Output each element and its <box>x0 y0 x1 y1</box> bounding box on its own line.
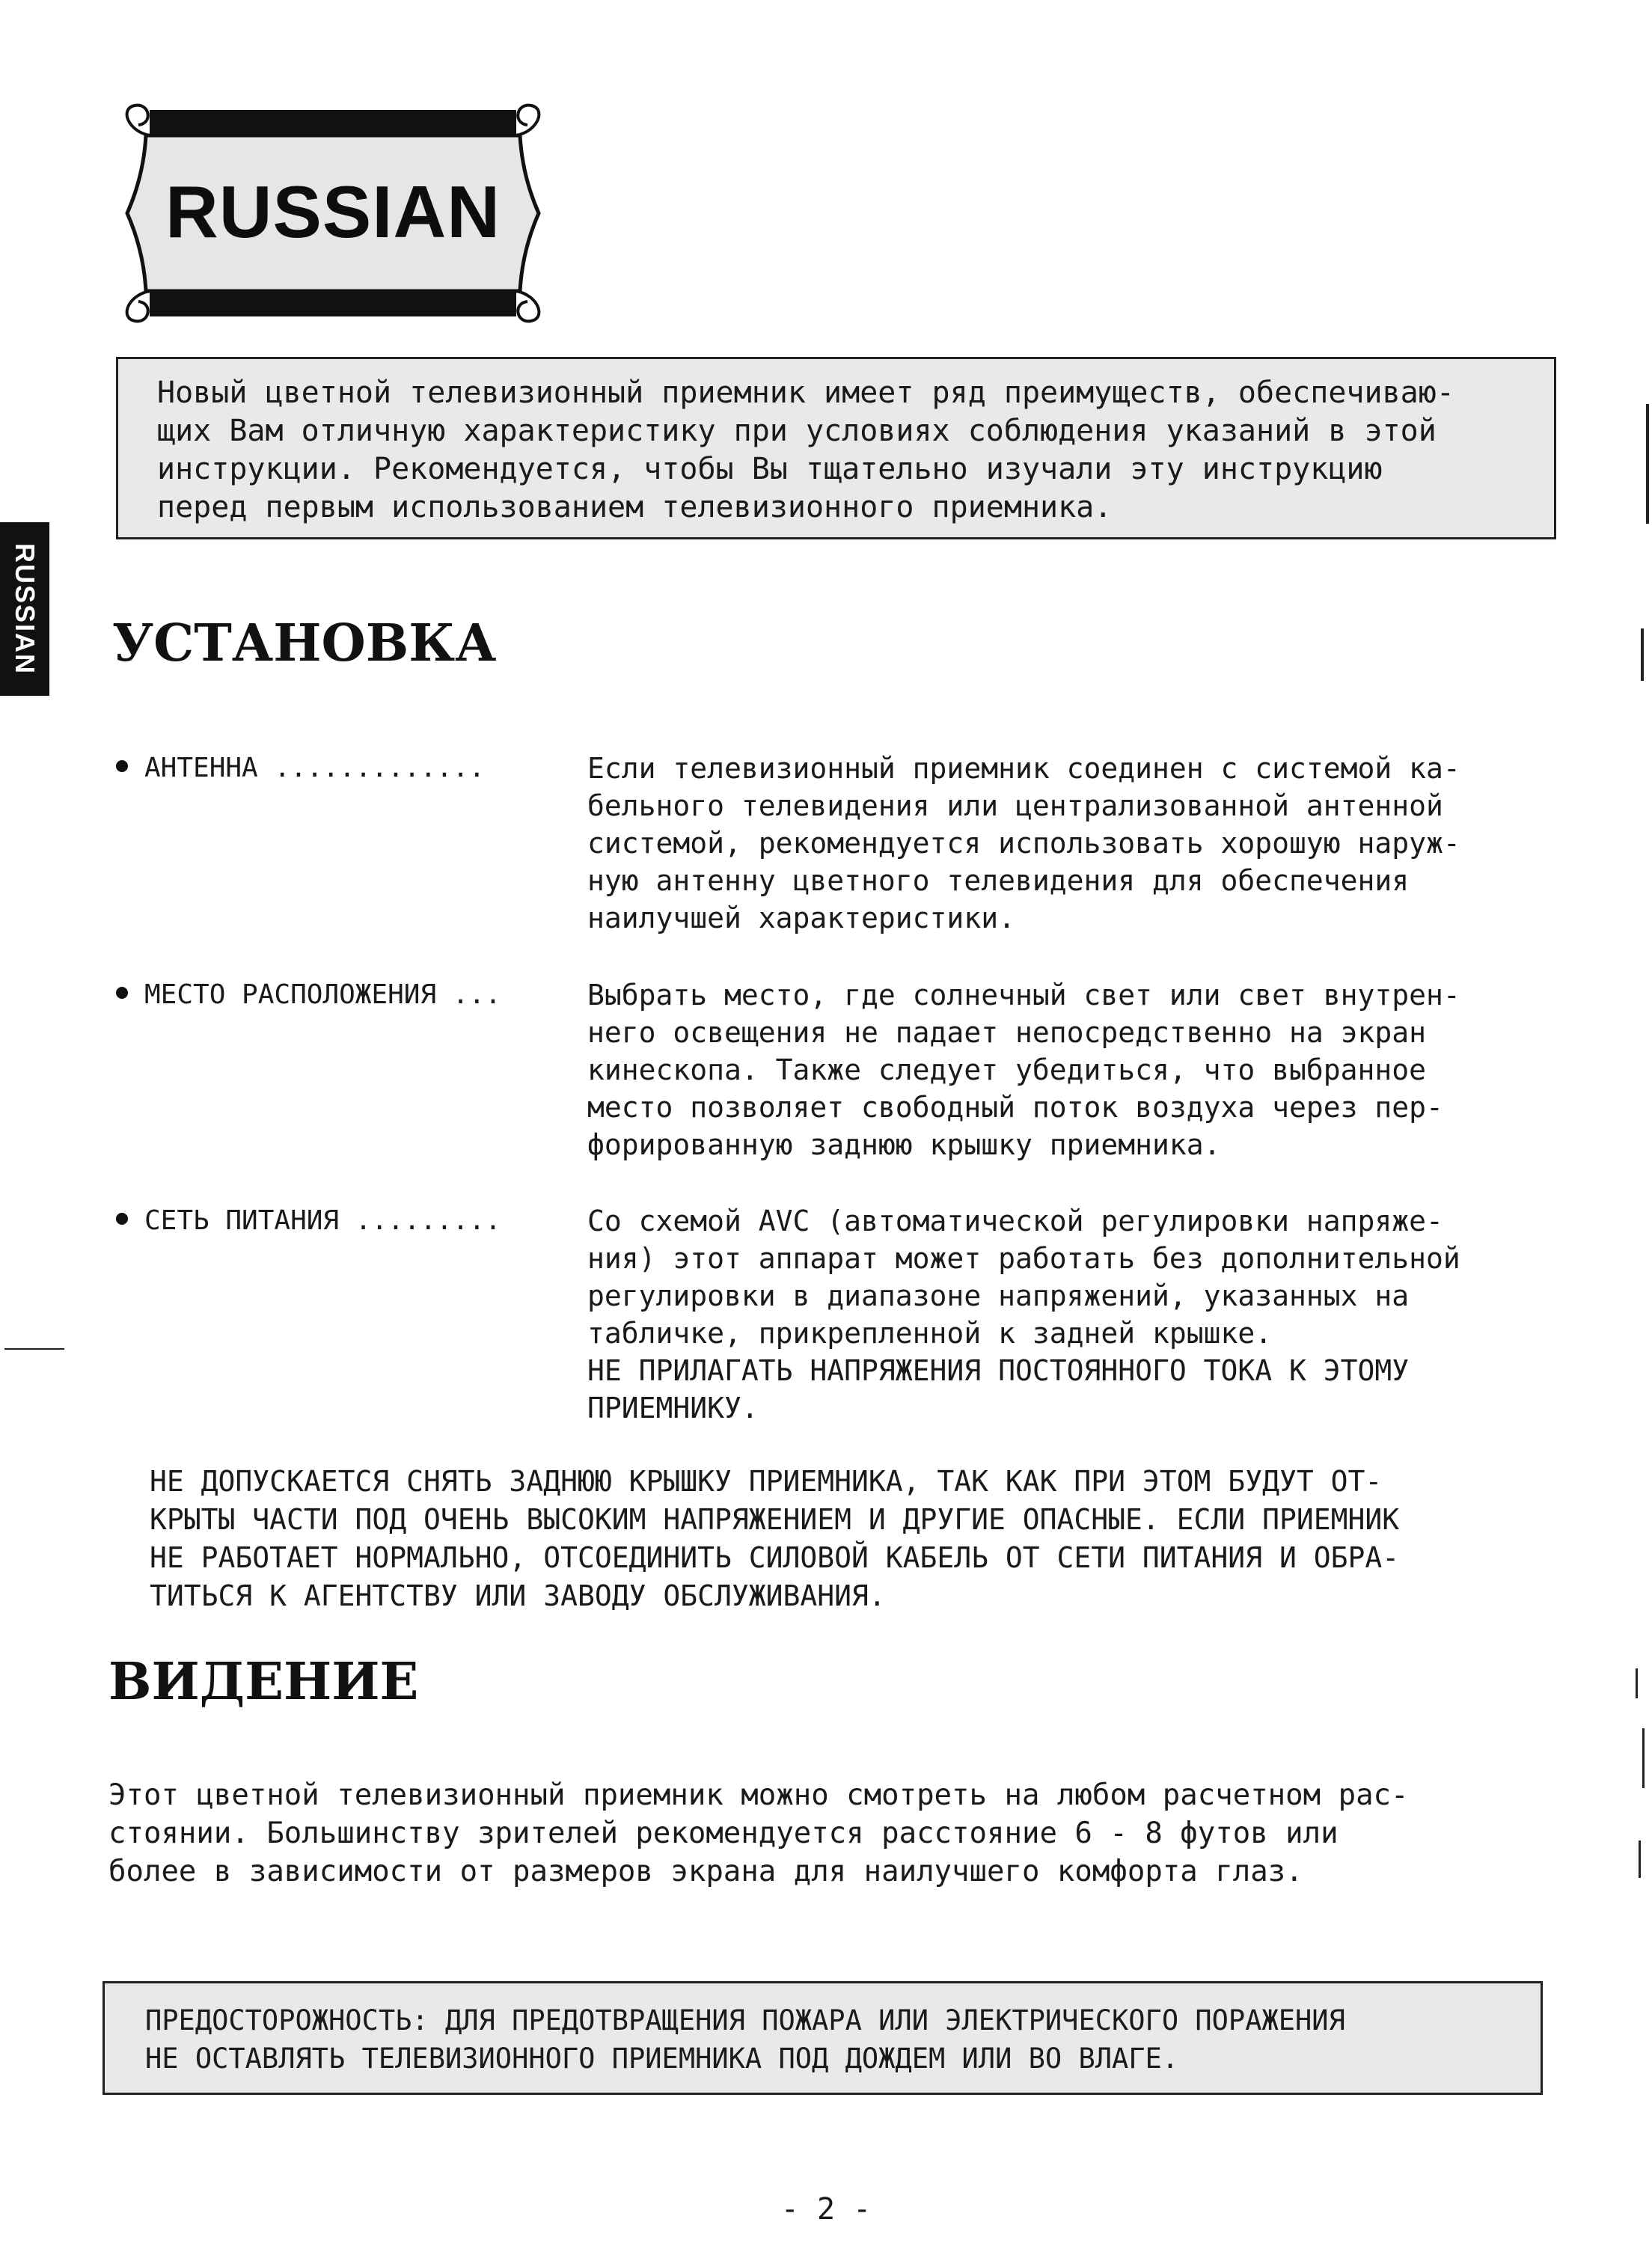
install-item-label <box>116 750 485 787</box>
intro-box <box>116 357 1556 539</box>
item-label-text: АНТЕННА ............. <box>144 753 486 783</box>
install-item-text: Если телевизионный приемник соединен с системой ка- бельного телевидения или централизованной антенной системой, рекомендуется использовать хорошую наруж- ную антенну цветного телевидения для обеспечения наилучшей характеристики. <box>587 752 1460 934</box>
bullet-icon <box>116 987 128 999</box>
section-heading-viewing: ВИДЕНИЕ <box>108 1652 419 1712</box>
scan-edge-mark <box>1642 1728 1645 1788</box>
side-tab-label: RUSSIAN <box>10 542 40 676</box>
intro-text: Новый цветной телевизионный приемник имеет ряд преимуществ, обеспечиваю- щих Вам отличную характеристику при условиях соблюдения указаний в этой инструкции. Рекомендуется, чтобы Вы тщательно изучали эту инструкцию перед первым использованием телевизионного приемника. <box>157 376 1454 524</box>
side-language-tab <box>0 522 49 696</box>
caution-text: ПРЕДОСТОРОЖНОСТЬ: ДЛЯ ПРЕДОТВРАЩЕНИЯ ПОЖАРА ИЛИ ЭЛЕКТРИЧЕСКОГО ПОРАЖЕНИЯ НЕ ОСТАВЛЯТЬ ТЕЛЕВИЗИОННОГО ПРИЕМНИКА ПОД ДОЖДЕМ ИЛИ ВО ВЛАГЕ. <box>145 2004 1345 2075</box>
rear-cover-warning: НЕ ДОПУСКАЕТСЯ СНЯТЬ ЗАДНЮЮ КРЫШКУ ПРИЕМНИКА, ТАК КАК ПРИ ЭТОМ БУДУТ ОТ- КРЫТЫ ЧАСТИ ПОД ОЧЕНЬ ВЫСОКИМ НАПРЯЖЕНИЕМ И ДРУГИЕ ОПАСНЫЕ. ЕСЛИ ПРИЕМНИК НЕ РАБОТАЕТ НОРМАЛЬНО, ОТСОЕДИНИТЬ СИЛОВОЙ КАБЕЛЬ ОТ СЕТИ ПИТАНИЯ И ОБРА- ТИТЬСЯ К АГЕНТСТВУ ИЛИ ЗАВОДУ ОБСЛУЖИВАНИЯ. <box>150 1465 1400 1612</box>
bullet-icon <box>116 1213 128 1225</box>
scan-edge-mark <box>1646 404 1649 524</box>
plaque-title: RUSSIAN <box>165 171 501 253</box>
scan-edge-mark <box>1639 1840 1641 1878</box>
scan-edge-mark <box>4 1348 64 1350</box>
scan-edge-mark <box>1636 1668 1638 1698</box>
language-plaque <box>112 101 554 325</box>
caution-box <box>103 1981 1543 2095</box>
page-number: - 2 - <box>780 2192 872 2227</box>
install-item-text: Со схемой AVC (автоматической регулировки напряже- ния) этот аппарат может работать без дополнительной регулировки в диапазоне напряжений, указанных на табличке, прикрепленной к задней крышке. НЕ ПРИЛАГАТЬ НАПРЯЖЕНИЯ ПОСТОЯННОГО ТОКА К ЭТОМУ ПРИЕМНИКУ. <box>587 1205 1460 1425</box>
item-label-text: МЕСТО РАСПОЛОЖЕНИЯ ... <box>144 979 501 1010</box>
section-heading-installation: УСТАНОВКА <box>112 613 497 673</box>
install-item-label <box>116 976 501 1014</box>
install-item-label <box>116 1202 501 1240</box>
install-item-text: Выбрать место, где солнечный свет или свет внутрен- него освещения не падает непосредственно на экран кинескопа. Также следует убедиться, что выбранное место позволяет свободный поток воздуха через пер- форированную заднюю крышку приемника. <box>587 979 1460 1161</box>
scan-edge-mark <box>1641 628 1644 681</box>
item-label-text: СЕТЬ ПИТАНИЯ ......... <box>144 1205 501 1236</box>
viewing-text: Этот цветной телевизионный приемник можно смотреть на любом расчетном рас- стоянии. Большинству зрителей рекомендуется расстояние 6 - 8 футов или более в зависимости от размеров экрана для наилучшего комфорта глаз. <box>108 1778 1409 1888</box>
bullet-icon <box>116 760 128 772</box>
